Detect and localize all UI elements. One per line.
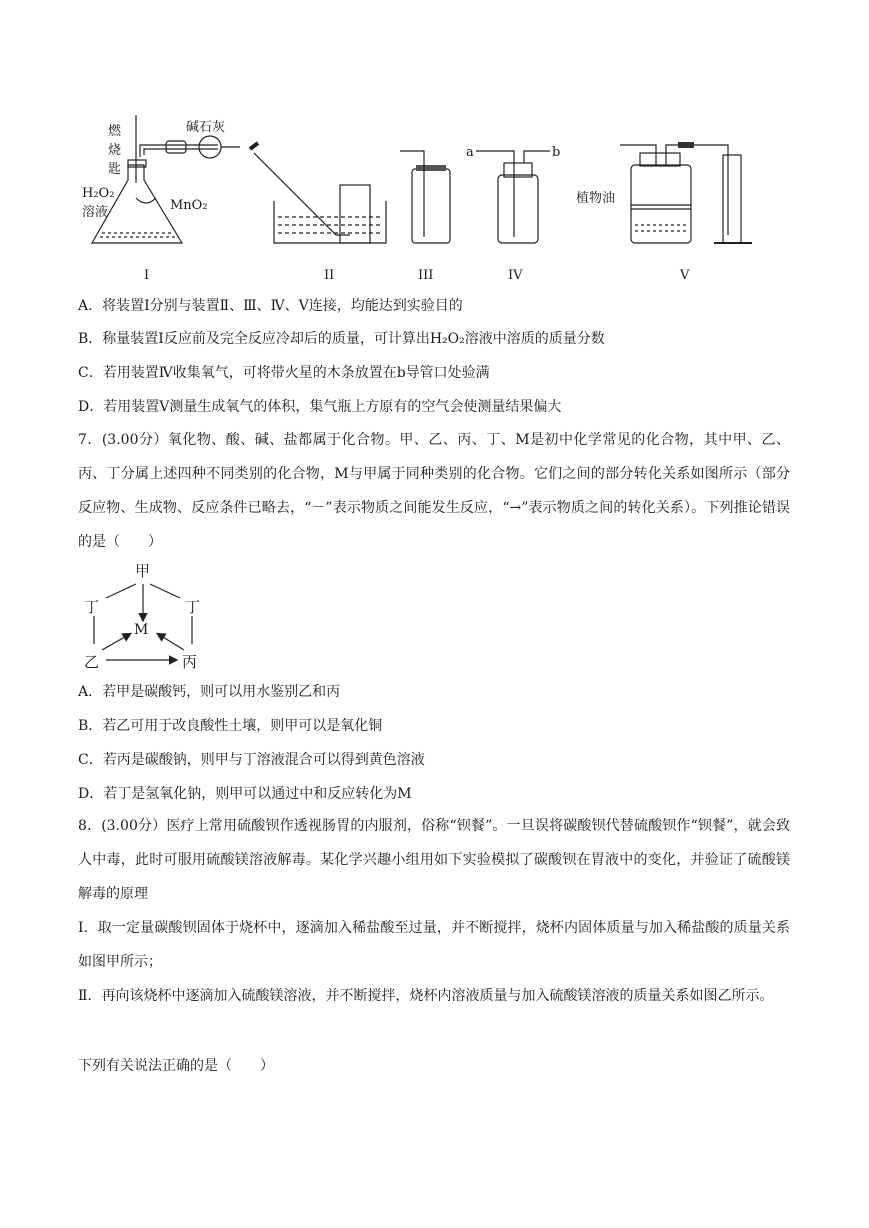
edge-jia-ding-left <box>106 584 136 598</box>
q8-stem: 8．(3.00分）医疗上常用硫酸钡作透视肠胃的内服剂，俗称“钡餐”。一旦误将碳酸钡代替硫酸钡作“钡餐”，就会致人中毒，此时可服用硫酸镁溶液解毒。某化学兴趣小组用如下实验模拟了碳酸钡在胃液中的变化，并验证了硫酸镁解毒的原理 <box>78 818 790 902</box>
node-ding-right: 丁 <box>185 598 201 616</box>
tube-v-in <box>620 145 656 165</box>
water-trough <box>274 201 386 243</box>
q8-step-1: Ⅰ．取一定量碳酸钡固体于烧杯中，逐滴加入稀盐酸至过量，并不断搅拌，烧杯内固体质量与加入稀盐酸的质量关系如图甲所示； <box>78 920 790 970</box>
label-soda-lime: 碱石灰 <box>186 120 226 135</box>
label-roman-iii: III <box>418 268 434 283</box>
label-solution: 溶液 <box>82 205 109 220</box>
apparatus-drawing <box>78 105 778 290</box>
node-ding-left: 丁 <box>84 598 100 616</box>
label-mno2: MnO₂ <box>170 198 208 213</box>
label-roman-ii: II <box>324 268 335 283</box>
measuring-cylinder <box>723 155 741 243</box>
soda-lime-bulb <box>199 136 221 158</box>
tube-iv-b <box>524 151 550 163</box>
q6-option-b: B．称量装置Ⅰ反应前及完全反应冷却后的质量，可计算出H₂O₂溶液中溶质的质量分数 <box>78 331 605 347</box>
tube-iv-a <box>476 151 514 237</box>
node-m: M <box>134 622 149 638</box>
apparatus-figure <box>78 105 778 290</box>
edge-jia-ding-right <box>150 584 180 598</box>
q8-step-2: Ⅱ．再向该烧杯中逐滴加入硫酸镁溶液，并不断搅拌，烧杯内溶液质量与加入硫酸镁溶液的质量关系如图乙所示。 <box>78 988 774 1004</box>
tube-v-out <box>666 145 728 235</box>
q7-option-a: A．若甲是碳酸钙，则可以用水鉴别乙和丙 <box>78 684 341 700</box>
label-h2o2: H₂O₂ <box>82 186 115 201</box>
delivery-tube-1 <box>144 149 218 155</box>
label-veg-oil: 植物油 <box>576 191 616 206</box>
stopper-v <box>640 153 680 166</box>
q7-stem: 7．(3.00分）氧化物、酸、碱、盐都属于化合物。甲、乙、丙、丁、M是初中化学常见的化合物，其中甲、乙、丙、丁分属上述四种不同类别的化合物，M与甲属于同种类别的化合物。它们之间的部分转化关系如图所示（部分反应物、生成物、反应条件已略去，“－”表示物质之间能发生反应，“→”表示物质之间的转化关系）。下列推论错误的是（ ） <box>78 432 790 550</box>
bottle-iv <box>498 175 538 243</box>
flask-stopper <box>128 160 146 167</box>
arrow-yi-m <box>102 634 130 650</box>
q7-option-c: C．若丙是碳酸钠，则甲与丁溶液混合可以得到黄色溶液 <box>78 752 425 768</box>
label-roman-i: I <box>144 268 150 283</box>
soda-lime-tube-body <box>166 141 186 153</box>
node-yi: 乙 <box>84 653 100 671</box>
label-spoon-2: 烧 <box>108 143 122 158</box>
arrow-bing-m <box>158 634 184 650</box>
label-port-a: a <box>466 145 474 160</box>
node-bing: 丙 <box>182 653 198 671</box>
q6-option-a: A．将装置Ⅰ分别与装置Ⅱ、Ⅲ、Ⅳ、Ⅴ连接，均能达到实验目的 <box>78 298 463 314</box>
label-port-b: b <box>552 145 561 160</box>
label-roman-v: V <box>680 268 690 283</box>
combustion-spoon-bowl <box>136 198 156 203</box>
q8-question: 下列有关说法正确的是（ ） <box>78 1058 274 1074</box>
q7-option-b: B．若乙可用于改良酸性土壤，则甲可以是氧化铜 <box>78 718 383 734</box>
gas-collecting-bottle <box>340 185 370 243</box>
delivery-tube-2 <box>254 153 350 235</box>
q6-option-c: C．若用装置Ⅳ收集氧气，可将带火星的木条放置在b导管口处验满 <box>78 365 490 381</box>
label-roman-iv: IV <box>508 268 523 283</box>
node-jia: 甲 <box>135 562 151 580</box>
label-spoon-1: 燃 <box>108 124 122 139</box>
q6-option-d: D．若用装置Ⅴ测量生成氧气的体积，集气瓶上方原有的空气会使测量结果偏大 <box>78 399 562 415</box>
conical-flask <box>92 165 182 243</box>
bottle-iii <box>412 169 450 243</box>
q7-relation-diagram <box>78 560 208 675</box>
label-spoon-3: 匙 <box>108 162 122 177</box>
q7-option-d: D．若丁是氢氧化钠，则甲可以通过中和反应转化为M <box>78 786 412 802</box>
